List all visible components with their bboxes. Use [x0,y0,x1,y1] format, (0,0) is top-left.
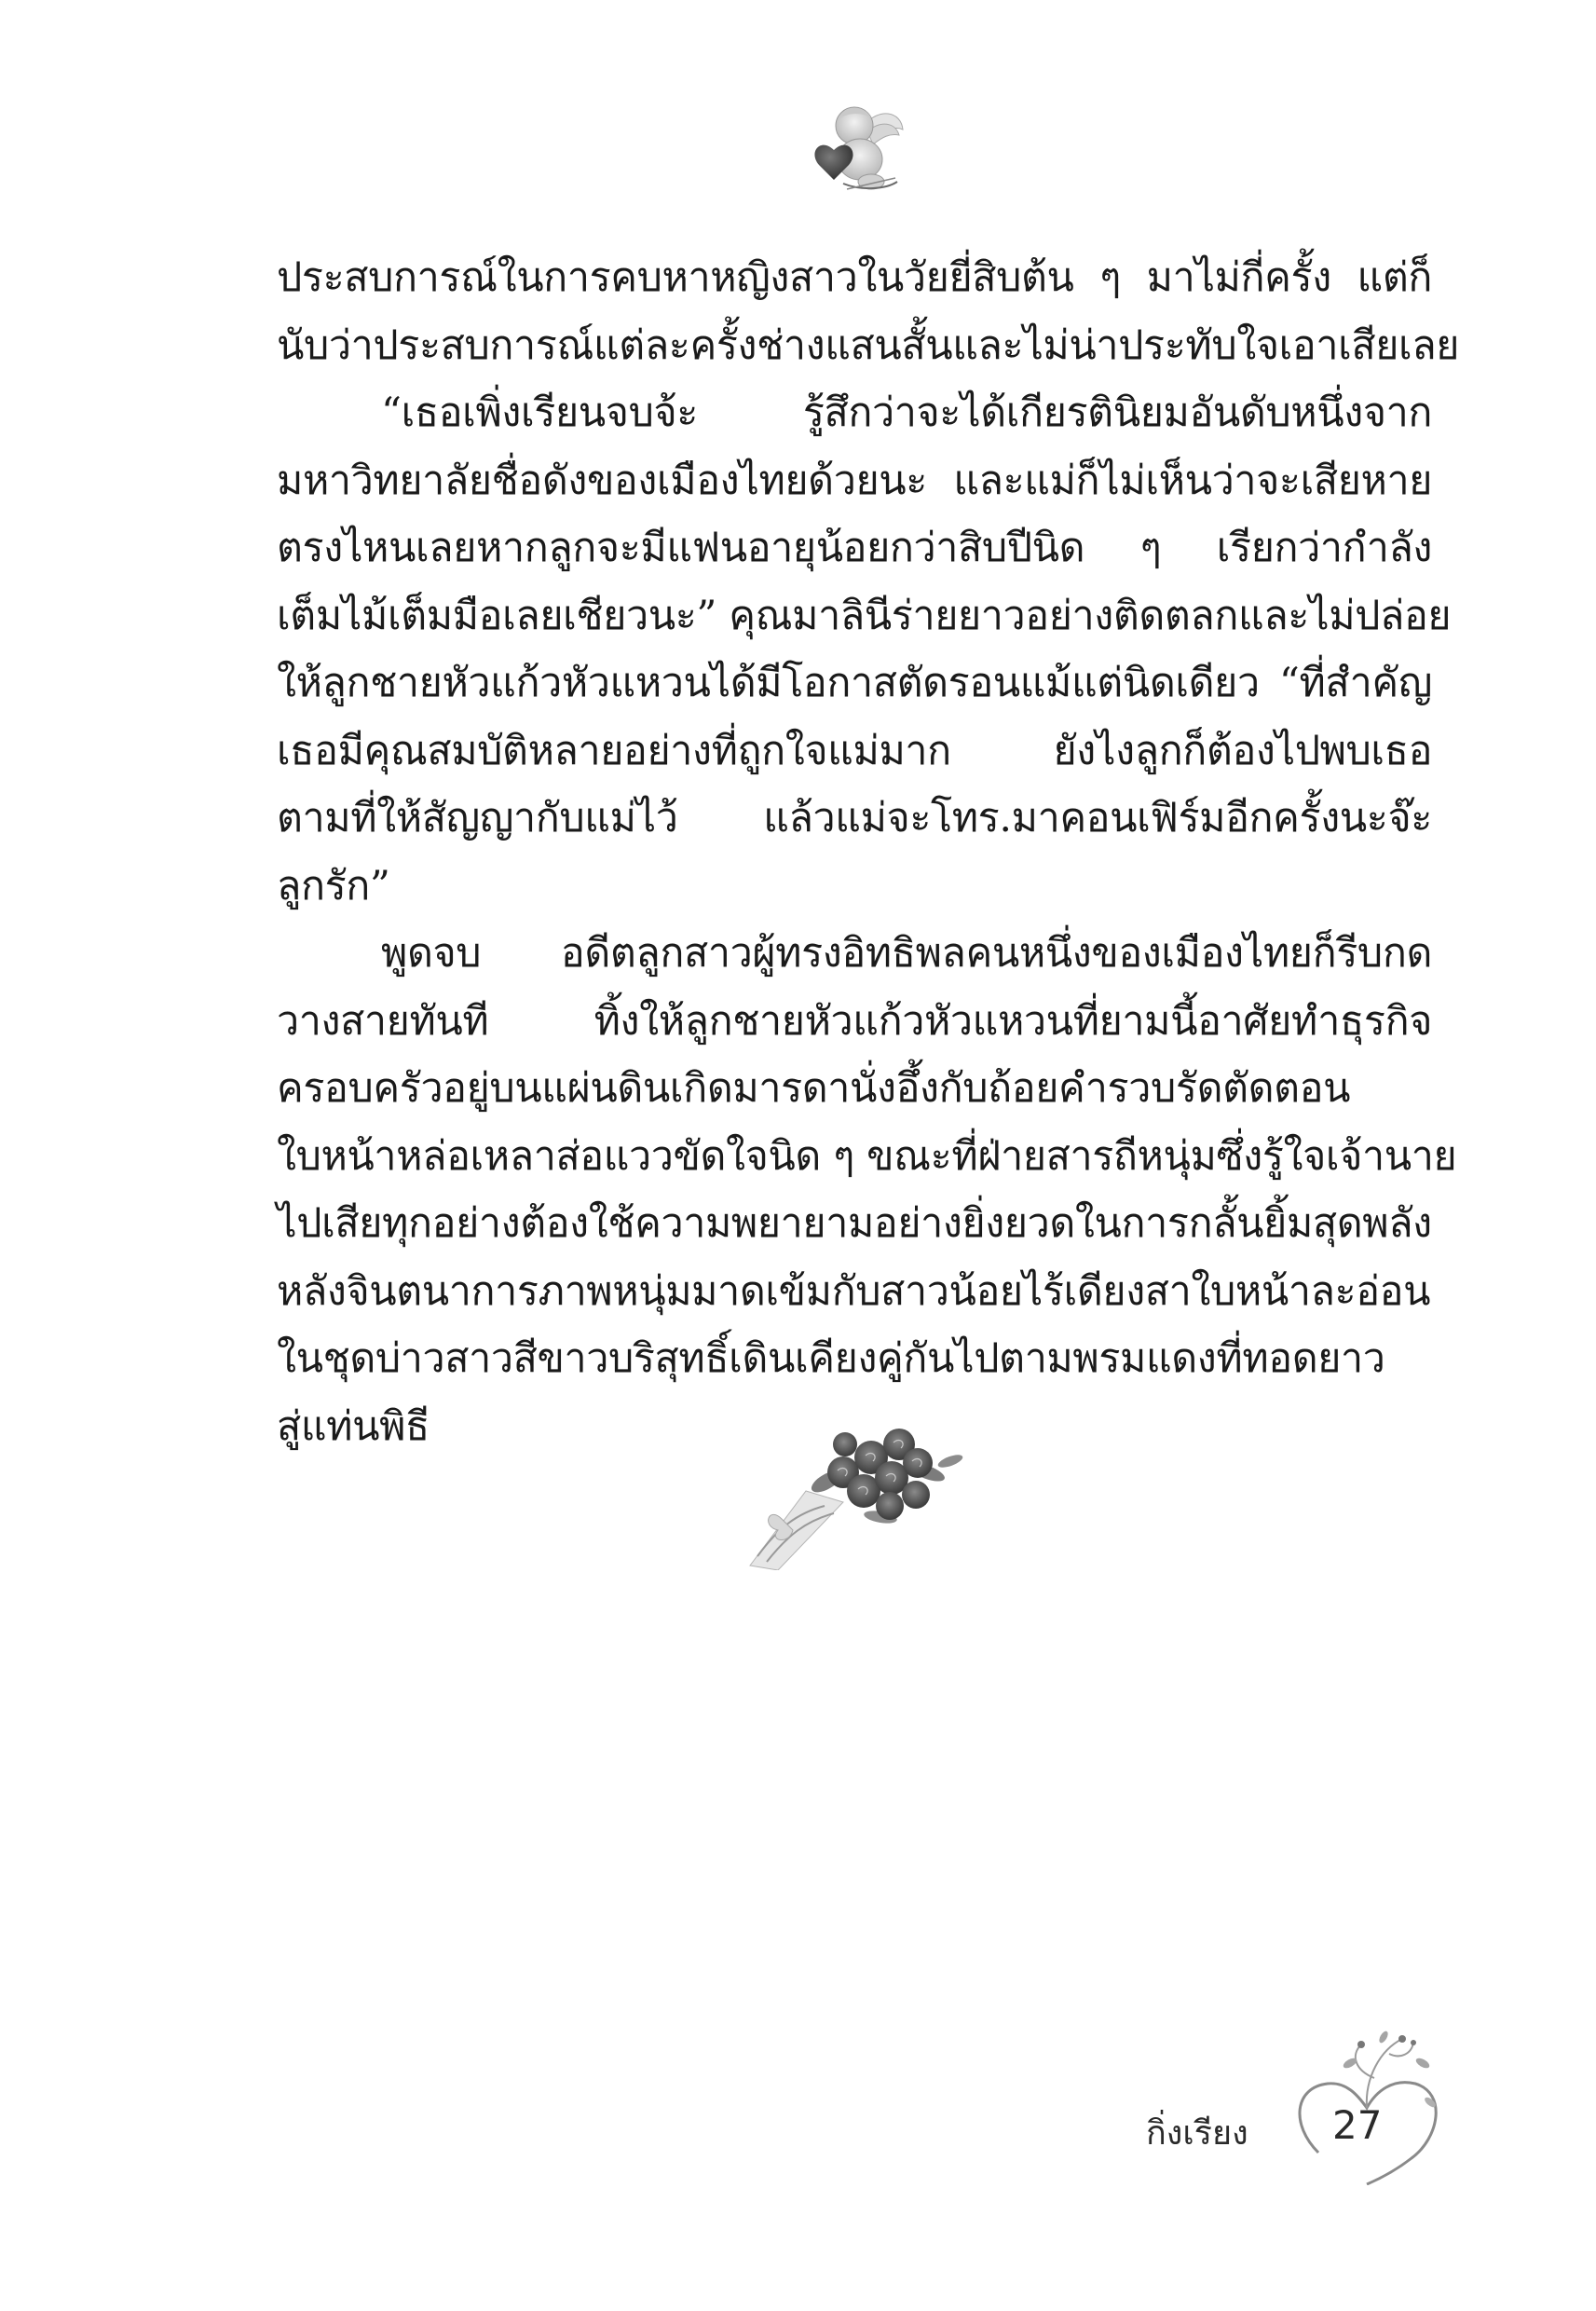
text-line: ครอบครัวอยู่บนแผ่นดินเกิดมารดานั่งอึ้งกับถ้อยคำรวบรัดตัดตอน [277,1065,1351,1112]
text-line: ตรงไหนเลยหากลูกจะมีแฟนอายุน้อยกว่าสิบปีนิด ๆ เรียกว่ากำลัง [277,525,1432,571]
text-line: ในชุดบ่าวสาวสีขาวบริสุทธิ์เดินเคียงคู่กันไปตามพรมแดงที่ทอดยาว [277,1335,1385,1382]
text-line: ให้ลูกชายหัวแก้วหัวแหวนได้มีโอกาสตัดรอนแม้แต่นิดเดียว “ที่สำคัญ [277,660,1432,706]
book-title: กิ่งเรียง [1146,2114,1248,2153]
cupid-with-heart-icon [806,98,908,200]
text-line: เต็มไม้เต็มมือเลยเชียวนะ” คุณมาลินีร่ายยาวอย่างติดตลกและไม่ปล่อย [277,592,1452,639]
rose-bouquet-icon [741,1416,969,1570]
text-line: เธอมีคุณสมบัติหลายอย่างที่ถูกใจแม่มาก ยังไงลูกก็ต้องไปพบเธอ [277,727,1432,774]
text-line: มหาวิทยาลัยชื่อดังของเมืองไทยด้วยนะ และแม่ก็ไม่เห็นว่าจะเสียหาย [277,457,1432,504]
story-text [277,244,1460,1460]
text-line: วางสายทันที ทิ้งให้ลูกชายหัวแก้วหัวแหวนที่ยามนี้อาศัยทำธุรกิจ [277,997,1432,1045]
text-line: ประสบการณ์ในการคบหาหญิงสาวในวัยยี่สิบต้น ๆ มาไม่กี่ครั้ง แต่ก็ [277,254,1432,301]
text-line: “เธอเพิ่งเรียนจบจ้ะ รู้สึกว่าจะได้เกียรตินิยมอันดับหนึ่งจาก [381,390,1432,436]
text-line: ใบหน้าหล่อเหลาส่อแววขัดใจนิด ๆ ขณะที่ฝ่ายสารถีหนุ่มซึ่งรู้ใจเจ้านาย [277,1132,1457,1180]
text-line: สู่แท่นพิธี [277,1402,430,1450]
text-line: ไปเสียทุกอย่างต้องใช้ความพยายามอย่างยิ่งยวดในการกลั้นยิ้มสุดพลัง [277,1200,1432,1247]
text-line: หลังจินตนาการภาพหนุ่มมาดเข้มกับสาวน้อยไร้เดียงสาใบหน้าละอ่อน [277,1267,1431,1315]
text-line: พูดจบ อดีตลูกสาวผู้ทรงอิทธิพลคนหนึ่งของเมืองไทยก็รีบกด [381,930,1432,977]
text-line: ตามที่ให้สัญญากับแม่ไว้ แล้วแม่จะโทร.มาคอนเฟิร์มอีกครั้งนะจ๊ะ [277,795,1432,841]
text-line: ลูกรัก” [277,862,390,909]
text-line: นับว่าประสบการณ์แต่ละครั้งช่างแสนสั้นและไม่น่าประทับใจเอาเสียเลย [277,321,1460,369]
page-number: 27 [1332,2102,1383,2148]
